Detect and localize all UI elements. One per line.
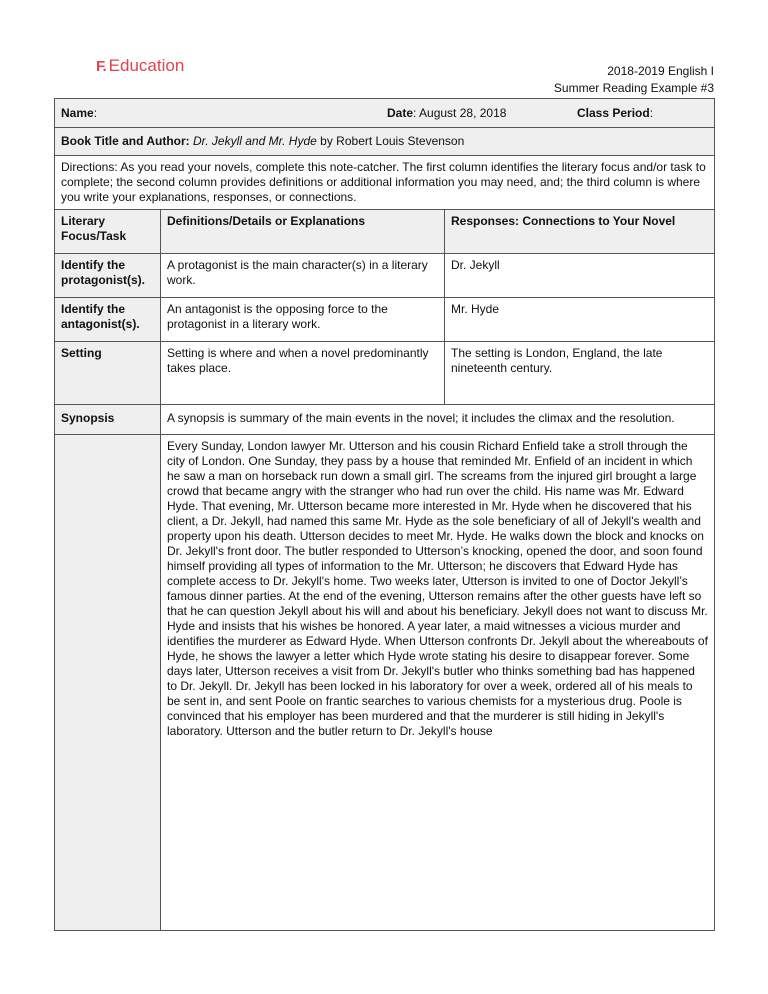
synopsis-row [55,435,715,931]
response-cell[interactable]: Mr. Hyde [445,298,715,342]
table-row [55,254,715,298]
logo-mark: F. [96,57,106,75]
focus-cell: Identify the protagonist(s). [55,254,161,298]
focus-cell: Identify the antagonist(s). [55,298,161,342]
table-row [55,342,715,405]
note-catcher-table [54,98,715,931]
definition-cell: A protagonist is the main character(s) in a literary work. [161,254,445,298]
book-label: Book Title and Author: [61,134,190,148]
synopsis-header-row [55,405,715,435]
logo-text: Education [108,56,185,75]
synopsis-blank-cell [55,435,161,931]
book-info-row [55,128,715,156]
table-row [55,298,715,342]
book-title: Dr. Jekyll and Mr. Hyde [193,134,317,148]
column-header-row [55,210,715,254]
education-logo [96,55,184,77]
synopsis-text[interactable]: Every Sunday, London lawyer Mr. Utterson and his cousin Richard Enfield take a stroll through the city of London. One Sunday, they pass by a house that reminded Mr. Enfield of an incident in which he saw a man on horseback run down a small girl. The screams from the injured girl brought a large crowd that became angry with the stranger who had run over the child. His name was Mr. Edward Hyde. That evening, Mr. Utterson became more interested in Mr. Hyde when he discovered that his client, a Dr. Jekyll, had named this same Mr. Hyde as the sole beneficiary of all of Jekyll's wealth and property upon his death. Utterson decides to meet Mr. Hyde. He walks down the block and knocks on Dr. Jekyll's front door. The butler responded to Utterson’s knocking, opened the door, and soon found himself providing all types of information to the Mr. Utterson; he discovers that Edward Hyde has complete access to Dr. Jekyll's home. Two weeks later, Utterson is invited to one of Doctor Jekyll’s famous dinner parties. At the end of the evening, Utterson remains after the other guests have left so that he can question Jekyll about his will and about his beneficiary. Jekyll does not want to discuss Mr. Hyde and insists that his wishes be honored. A year later, a maid witnesses a vicious murder and identifies the murderer as Edward Hyde. When Utterson confronts Dr. Jekyll about the whereabouts of Hyde, he shows the lawyer a letter which Hyde wrote stating his desire to disappear forever. Some days later, Utterson receives a visit from Dr. Jekyll's butler who thinks something bad has happened to Dr. Jekyll. Dr. Jekyll has been locked in his laboratory for over a week, ordered all of his meals to be sent in, and sent Poole on frantic searches to various chemists for a mysterious drug. Poole is convinced that his employer has been murdered and that the murderer is still hiding in Jekyll's laboratory. Utterson and the butler return to Dr. Jekyll's house [161,435,715,931]
assignment-label: Summer Reading Example #3 [553,81,714,95]
document-header [554,63,714,97]
synopsis-definition: A synopsis is summary of the main events in the novel; it includes the climax and the resolution. [161,405,715,435]
col-header-responses: Responses: Connections to Your Novel [445,210,715,254]
focus-cell: Setting [55,342,161,405]
definition-cell: An antagonist is the opposing force to the protagonist in a literary work. [161,298,445,342]
response-cell[interactable]: Dr. Jekyll [445,254,715,298]
directions-row [55,156,715,210]
class-period-field[interactable]: Class Period: [577,105,654,120]
synopsis-label: Synopsis [55,405,161,435]
col-header-focus: Literary Focus/Task [55,210,161,254]
student-info-row [55,99,715,128]
response-cell[interactable]: The setting is London, England, the late nineteenth century. [445,342,715,405]
date-field: Date: August 28, 2018 [387,105,507,120]
definition-cell: Setting is where and when a novel predominantly takes place. [161,342,445,405]
directions-text: Directions: As you read your novels, complete this note-catcher. The first column identifies the literary focus and/or task to complete; the second column provides definitions or additional information you may need, and; the third column is where you write your explanations, responses, or connections. [55,156,715,210]
name-field[interactable]: Name: [61,105,98,120]
col-header-definitions: Definitions/Details or Explanations [161,210,445,254]
course-label: 2018-2019 English I [607,64,714,78]
book-author: by Robert Louis Stevenson [320,134,465,148]
